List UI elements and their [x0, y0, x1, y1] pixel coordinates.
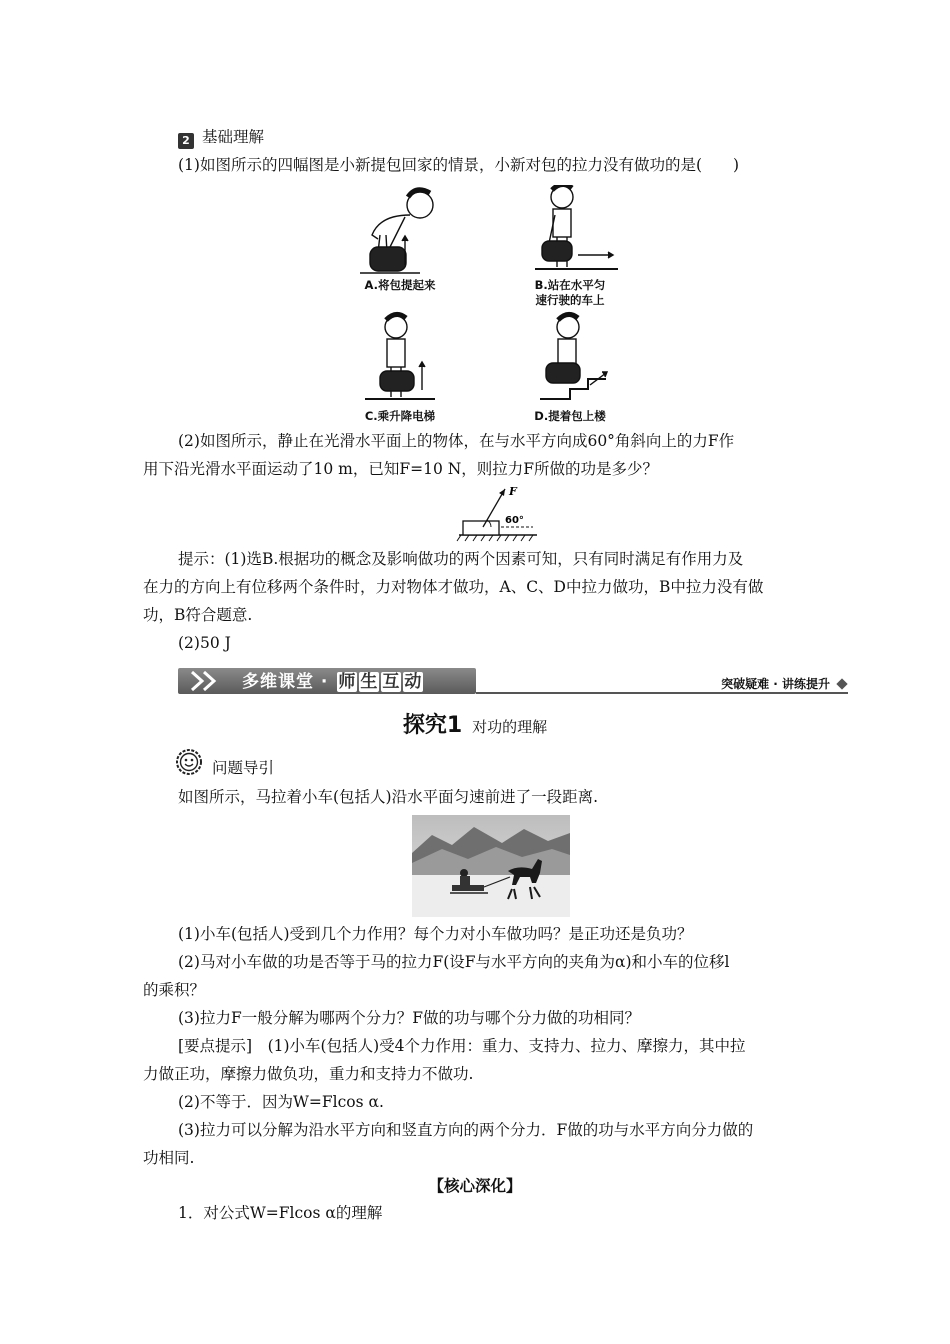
question-2-line1: (2)如图所示，静止在光滑水平面上的物体，在与水平方向成60°角斜向上的力F作	[178, 432, 735, 450]
hint-line3: 功，B符合题意.	[143, 606, 253, 624]
banner-rule	[476, 692, 848, 694]
caption-a: A.将包提起来	[364, 278, 436, 292]
caption-c: C.乘升降电梯	[364, 409, 436, 423]
force-label: F	[509, 485, 517, 498]
banner-bar	[178, 668, 476, 694]
section-title: 基础理解	[202, 128, 265, 146]
guide-question-2-line2: 的乘积？	[143, 981, 206, 999]
angle-label: 60°	[505, 515, 524, 526]
explore-heading	[0, 712, 950, 740]
core-item-1: 1．对公式W=Flcos α的理解	[178, 1204, 383, 1222]
question-1: (1)如图所示的四幅图是小新提包回家的情景，小新对包的拉力没有做功的是( )	[178, 156, 740, 174]
guide-question-2-line1: (2)马对小车做的功是否等于马的拉力F(设F与水平方向的夹角为α)和小车的位移l	[178, 953, 730, 971]
diamond-icon	[836, 678, 847, 689]
double-chevron-icon	[188, 670, 232, 692]
question-2-line2: 用下沿光滑水平面运动了10 m，已知F=10 N，则拉力F所做的功是多少？	[143, 460, 659, 478]
caption-d: D.提着包上楼	[534, 409, 606, 423]
core-deepen-heading: 【核心深化】	[428, 1176, 522, 1195]
tip-3-line1: (3)拉力可以分解为沿水平方向和竖直方向的两个分力．F做的功与水平方向分力做的	[178, 1121, 754, 1139]
guide-question-3: (3)拉力F一般分解为哪两个分力？F做的功与哪个分力做的功相同？	[178, 1009, 640, 1027]
banner-title: 多维课堂 · 师 生 互 动	[242, 672, 423, 692]
hint-line2: 在力的方向上有位移两个条件时，力对物体才做功，A、C、D中拉力做功，B中拉力没有做	[143, 578, 764, 596]
banner-right-label: 突破疑难 · 讲练提升	[721, 677, 830, 691]
scene-a-illustration	[360, 190, 433, 273]
explore-number: 探究1	[402, 713, 463, 738]
answer-2: (2)50 J	[178, 634, 231, 652]
tip-1-line1: [要点提示] (1)小车(包括人)受4个力作用：重力、支持力、拉力、摩擦力，其中拉	[178, 1037, 746, 1055]
tip-1-line2: 力做正功，摩擦力做负功，重力和支持力不做功.	[143, 1065, 474, 1083]
guide-question-1: (1)小车(包括人)受到几个力作用？每个力对小车做功吗？是正功还是负功？	[178, 925, 693, 943]
section-number-badge: 2	[178, 133, 194, 149]
guide-intro: 如图所示，马拉着小车(包括人)沿水平面匀速前进了一段距离.	[178, 788, 599, 806]
smiley-icon	[174, 748, 204, 776]
caption-b-line1: B.站在水平匀	[534, 278, 606, 292]
caption-b-line2: 速行驶的车上	[535, 293, 605, 307]
tip-2: (2)不等于．因为W=Flcos α.	[178, 1093, 384, 1111]
tip-3-line2: 功相同.	[143, 1149, 195, 1167]
horse-sled-photo	[412, 815, 570, 917]
guide-title: 问题导引	[212, 759, 275, 777]
section-banner	[178, 666, 848, 698]
hint-line1: 提示：(1)选B.根据功的概念及影响做功的两个因素可知，只有同时满足有作用力及	[178, 550, 744, 568]
scene-c-illustration	[365, 314, 435, 399]
force-diagram	[455, 483, 545, 543]
explore-topic: 对功的理解	[472, 718, 548, 736]
scene-b-illustration	[535, 185, 618, 269]
scene-d-illustration	[540, 314, 607, 399]
section-heading	[178, 127, 264, 149]
